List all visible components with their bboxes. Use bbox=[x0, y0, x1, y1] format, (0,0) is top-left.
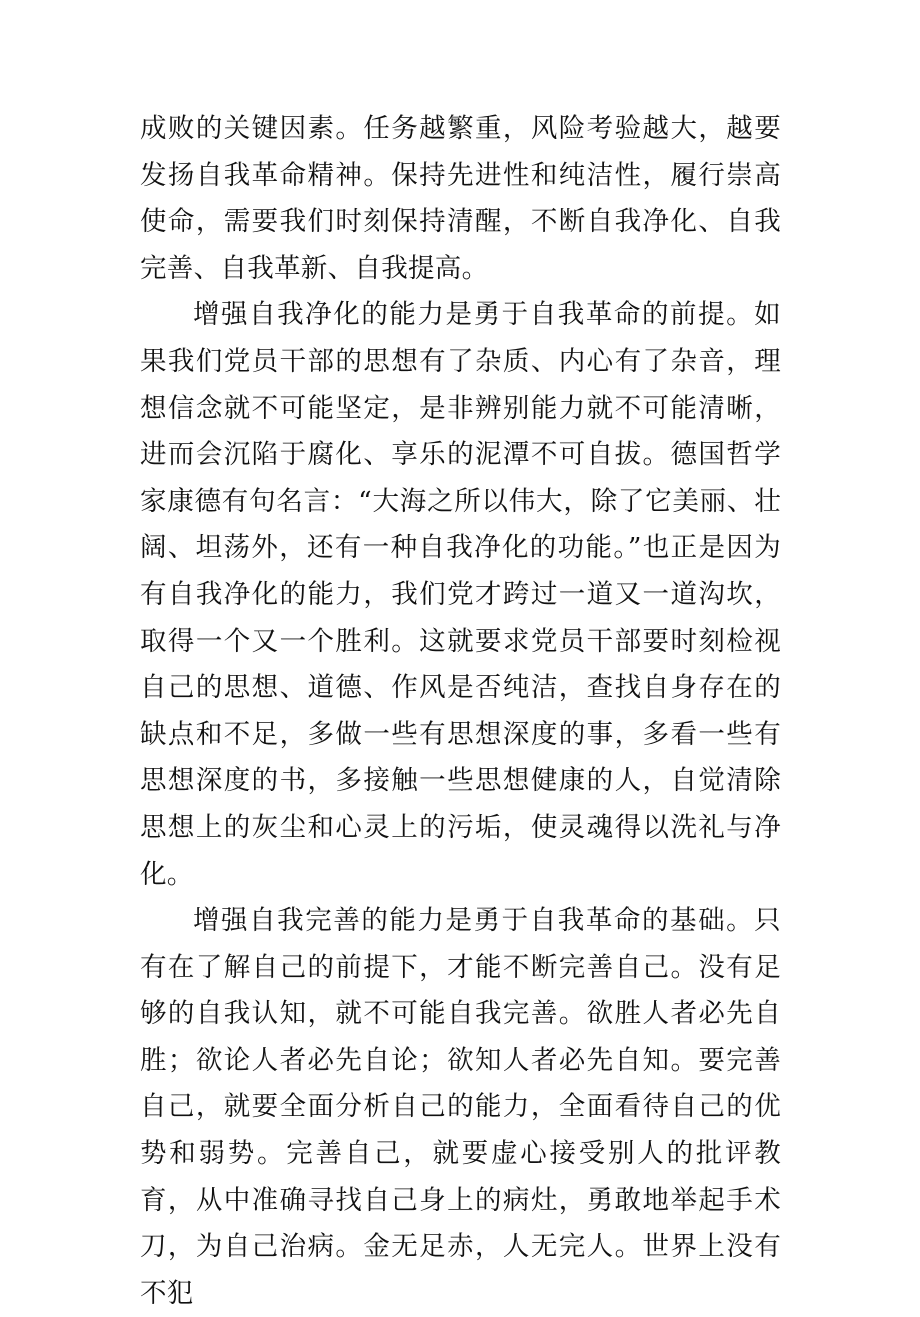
paragraph-continuation: 成败的关键因素。任务越繁重，风险考验越大，越要发扬自我革命精神。保持先进性和纯洁性，履行崇高使命，需要我们时刻保持清醒，不断自我净化、自我完善、自我革新、自我提高。 bbox=[140, 113, 781, 284]
paragraph-self-purification: 增强自我净化的能力是勇于自我革命的前提。如果我们党员干部的思想有了杂质、内心有了杂音，理想信念就不可能坚定，是非辨别能力就不可能清晰，进而会沉陷于腐化、享乐的泥潭不可自拔。德国哲学家康德有句名言：“大海之所以伟大，除了它美丽、壮阔、坦荡外，还有一种自我净化的功能。”也正是因为有自我净化的能力，我们党才跨过一道又一道沟坎，取得一个又一个胜利。这就要求党员干部要时刻检视自己的思想、道德、作风是否纯洁，查找自身存在的缺点和不足，多做一些有思想深度的事，多看一些有思想深度的书，多接触一些思想健康的人，自觉清除思想上的灰尘和心灵上的污垢，使灵魂得以洗礼与净化。 bbox=[140, 299, 781, 890]
paragraph-self-improvement: 增强自我完善的能力是勇于自我革命的基础。只有在了解自己的前提下，才能不断完善自己。没有足够的自我认知，就不可能自我完善。欲胜人者必先自胜；欲论人者必先自论；欲知人者必先自知。要完善自己，就要全面分析自己的能力，全面看待自己的优势和弱势。完善自己，就要虚心接受别人的批评教育，从中准确寻找自己身上的病灶，勇敢地举起手术刀，为自己治病。金无足赤，人无完人。世界上没有不犯 bbox=[140, 905, 781, 1309]
document-body bbox=[140, 106, 781, 1317]
